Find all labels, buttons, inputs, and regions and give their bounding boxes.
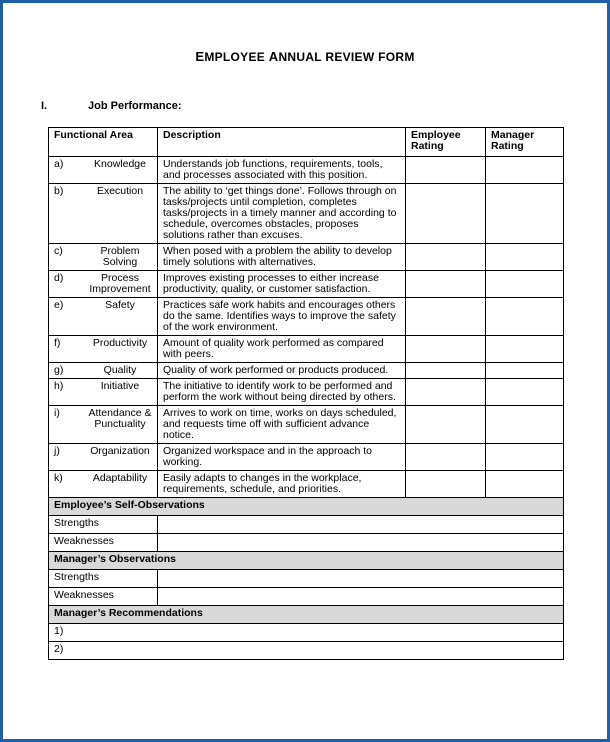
description-cell: Understands job functions, requirements, tools, and processes associated with this position. <box>158 157 406 184</box>
description-cell: Improves existing processes to either increase productivity, quality, or customer satisfaction. <box>158 271 406 298</box>
description-cell: Quality of work performed or products produced. <box>158 363 406 379</box>
header-functional-area: Functional Area <box>49 128 158 157</box>
employee-rating-cell[interactable] <box>406 444 486 471</box>
manager-rating-cell[interactable] <box>486 298 564 336</box>
table-row <box>49 184 564 244</box>
table-row <box>49 157 564 184</box>
description-cell: The ability to ‘get things done’. Follows through on tasks/projects until completion, completes tasks/projects in a timely manner and according to schedule, overcomes obstacles, proposes solutions rather than excuses. <box>158 184 406 244</box>
table-row <box>49 406 564 444</box>
recommendations-heading: Manager’s Recommendations <box>49 606 564 624</box>
section-heading <box>41 100 182 112</box>
section-number: I. <box>41 100 48 112</box>
area-cell: i) Attendance & Punctuality <box>49 406 158 444</box>
recommendation-row <box>49 624 564 642</box>
area-cell: k) Adaptability <box>49 471 158 498</box>
self-strengths-label: Strengths <box>49 516 158 534</box>
self-weaknesses-label: Weaknesses <box>49 534 158 552</box>
employee-rating-cell[interactable] <box>406 406 486 444</box>
description-cell: The initiative to identify work to be performed and perform the work without being directed by others. <box>158 379 406 406</box>
manager-rating-cell[interactable] <box>486 363 564 379</box>
area-cell: h) Initiative <box>49 379 158 406</box>
employee-rating-cell[interactable] <box>406 184 486 244</box>
area-cell: j) Organization <box>49 444 158 471</box>
self-weaknesses-field[interactable] <box>158 534 564 552</box>
manager-rating-cell[interactable] <box>486 471 564 498</box>
manager-weaknesses-label: Weaknesses <box>49 588 158 606</box>
manager-rating-cell[interactable] <box>486 336 564 363</box>
self-observations-heading: Employee’s Self-Observations <box>49 498 564 516</box>
manager-strengths-field[interactable] <box>158 570 564 588</box>
area-cell: g) Quality <box>49 363 158 379</box>
description-cell: Practices safe work habits and encourages others do the same. Identifies ways to improve the safety of the work environment. <box>158 298 406 336</box>
employee-rating-cell[interactable] <box>406 298 486 336</box>
review-table <box>48 127 564 660</box>
description-cell: Arrives to work on time, works on days scheduled, and requests time off with sufficient advance notice. <box>158 406 406 444</box>
form-title: EMPLOYEE ANNUAL REVIEW FORM <box>195 49 415 64</box>
table-row <box>49 336 564 363</box>
self-strengths-field[interactable] <box>158 516 564 534</box>
self-observations-heading-row <box>49 498 564 516</box>
employee-rating-cell[interactable] <box>406 471 486 498</box>
manager-weaknesses-row <box>49 588 564 606</box>
recommendation-item-2[interactable]: 2) <box>49 642 564 660</box>
description-cell: Amount of quality work performed as compared with peers. <box>158 336 406 363</box>
manager-rating-cell[interactable] <box>486 184 564 244</box>
manager-observations-heading: Manager’s Observations <box>49 552 564 570</box>
employee-rating-cell[interactable] <box>406 244 486 271</box>
manager-rating-cell[interactable] <box>486 379 564 406</box>
manager-strengths-label: Strengths <box>49 570 158 588</box>
area-cell: b) Execution <box>49 184 158 244</box>
manager-rating-cell[interactable] <box>486 244 564 271</box>
header-description: Description <box>158 128 406 157</box>
table-row <box>49 271 564 298</box>
manager-rating-cell[interactable] <box>486 271 564 298</box>
table-row <box>49 379 564 406</box>
description-cell: Easily adapts to changes in the workplace, requirements, schedule, and priorities. <box>158 471 406 498</box>
area-cell: d) Process Improvement <box>49 271 158 298</box>
table-row <box>49 298 564 336</box>
table-header-row <box>49 128 564 157</box>
employee-rating-cell[interactable] <box>406 336 486 363</box>
recommendation-row <box>49 642 564 660</box>
area-cell: a) Knowledge <box>49 157 158 184</box>
table-row <box>49 444 564 471</box>
employee-rating-cell[interactable] <box>406 271 486 298</box>
self-strengths-row <box>49 516 564 534</box>
employee-rating-cell[interactable] <box>406 379 486 406</box>
table-row <box>49 363 564 379</box>
header-employee-rating: Employee Rating <box>406 128 486 157</box>
employee-rating-cell[interactable] <box>406 157 486 184</box>
manager-strengths-row <box>49 570 564 588</box>
area-cell: f) Productivity <box>49 336 158 363</box>
description-cell: When posed with a problem the ability to develop timely solutions with alternatives. <box>158 244 406 271</box>
section-title: Job Performance: <box>88 100 182 112</box>
self-weaknesses-row <box>49 534 564 552</box>
header-manager-rating: Manager Rating <box>486 128 564 157</box>
area-cell: c) Problem Solving <box>49 244 158 271</box>
recommendation-item-1[interactable]: 1) <box>49 624 564 642</box>
table-row <box>49 471 564 498</box>
employee-rating-cell[interactable] <box>406 363 486 379</box>
manager-observations-heading-row <box>49 552 564 570</box>
recommendations-heading-row <box>49 606 564 624</box>
manager-rating-cell[interactable] <box>486 444 564 471</box>
description-cell: Organized workspace and in the approach to working. <box>158 444 406 471</box>
manager-weaknesses-field[interactable] <box>158 588 564 606</box>
table-row <box>49 244 564 271</box>
manager-rating-cell[interactable] <box>486 157 564 184</box>
area-cell: e) Safety <box>49 298 158 336</box>
manager-rating-cell[interactable] <box>486 406 564 444</box>
